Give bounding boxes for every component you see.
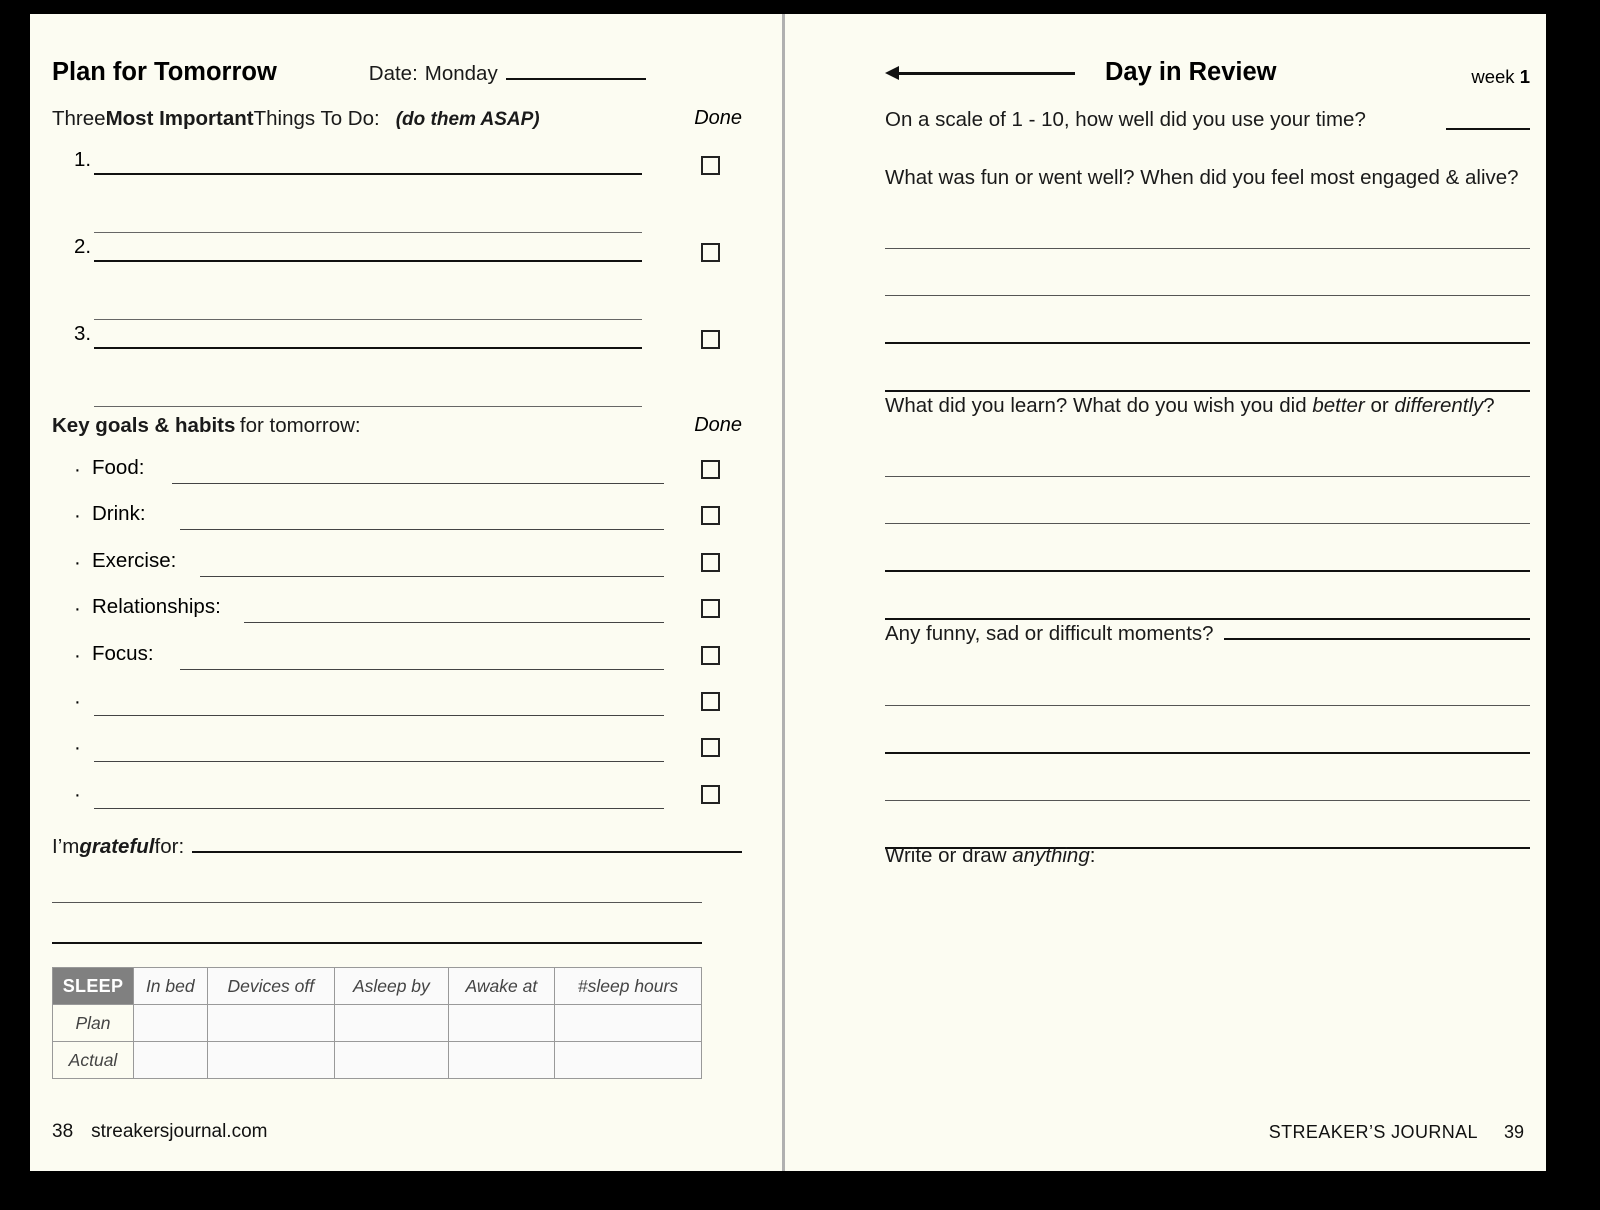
habits-list (52, 454, 742, 825)
mit-number: 2. (74, 235, 92, 258)
page-title: Plan for Tomorrow (52, 58, 277, 86)
answer-lines-fun (885, 202, 1530, 392)
mit-done-checkbox[interactable] (701, 243, 720, 262)
habit-label: Relationships: (92, 595, 221, 619)
grateful-row (52, 835, 742, 859)
habit-done-checkbox[interactable] (701, 599, 720, 618)
mit-done-checkbox[interactable] (701, 156, 720, 175)
mit-done-label: Done (694, 107, 742, 129)
sleep-col-asleep-by: Asleep by (335, 968, 449, 1005)
habit-row (52, 640, 742, 686)
sleep-cell[interactable] (134, 1042, 208, 1079)
write-line[interactable] (885, 572, 1530, 620)
habits-heading-emphasis: Key goals & habits (52, 414, 236, 437)
write-line[interactable] (885, 477, 1530, 524)
habit-row (52, 500, 742, 546)
question-draw-post: : (1089, 844, 1096, 867)
sleep-cell[interactable] (555, 1042, 702, 1079)
question-draw (885, 844, 1095, 868)
sleep-table-row-actual (53, 1042, 702, 1079)
question-learn-post: ? (1483, 394, 1495, 417)
question-fun: What was fun or went well? When did you feel most engaged & alive? (885, 166, 1519, 189)
sleep-table-header-row (53, 968, 702, 1005)
date-write-line[interactable] (506, 64, 646, 80)
write-line[interactable] (885, 249, 1530, 296)
habit-write-line[interactable] (94, 715, 664, 716)
right-page (785, 14, 1546, 1171)
grateful-pre: I’m (52, 835, 80, 858)
habits-done-label: Done (694, 414, 742, 436)
week-indicator (1471, 66, 1530, 88)
mit-heading-post: Things To Do: (253, 107, 380, 130)
habit-write-line[interactable] (180, 669, 664, 670)
bullet-icon: · (74, 550, 81, 574)
mit-number: 3. (74, 322, 92, 345)
mit-write-line-primary[interactable] (94, 347, 642, 349)
moments-inline-answer-line[interactable] (1224, 622, 1530, 640)
question-draw-pre: Write or draw (885, 844, 1013, 867)
mit-number: 1. (74, 148, 92, 171)
sleep-cell[interactable] (448, 1005, 554, 1042)
mit-write-line-primary[interactable] (94, 173, 642, 175)
right-footer (1269, 1122, 1524, 1143)
bullet-icon: · (74, 504, 81, 528)
sleep-col-in-bed: In bed (134, 968, 208, 1005)
left-arrow-icon (885, 63, 1075, 83)
habit-label: Exercise: (92, 548, 177, 572)
sleep-row-label: Actual (53, 1042, 134, 1079)
sleep-col-sleep-hours: #sleep hours (555, 968, 702, 1005)
habit-label: Food: (92, 456, 145, 479)
sleep-cell[interactable] (555, 1005, 702, 1042)
question-time-scale-row (885, 108, 1530, 132)
mit-heading-emphasis: Most Important (105, 107, 254, 130)
question-learn-mid: or (1364, 394, 1395, 417)
habit-done-checkbox[interactable] (701, 738, 720, 757)
mit-write-line-secondary[interactable] (94, 406, 642, 407)
sleep-col-devices-off: Devices off (207, 968, 335, 1005)
habit-write-line[interactable] (180, 529, 664, 530)
habit-row (52, 593, 742, 639)
habit-done-checkbox[interactable] (701, 460, 720, 479)
grateful-write-line-3[interactable] (52, 942, 702, 944)
question-learn-em-differently: differently (1394, 394, 1484, 417)
sleep-row-label: Plan (53, 1005, 134, 1042)
right-page-number: 39 (1503, 1122, 1524, 1142)
habit-done-checkbox[interactable] (701, 506, 720, 525)
habit-row (52, 779, 742, 825)
mit-row (52, 229, 742, 316)
sleep-cell[interactable] (134, 1005, 208, 1042)
left-header (52, 58, 742, 87)
mit-heading-row (52, 107, 742, 131)
sleep-cell[interactable] (207, 1005, 335, 1042)
mit-note: (do them ASAP) (395, 109, 540, 130)
write-line[interactable] (885, 659, 1530, 706)
answer-lines-moments (885, 659, 1530, 849)
question-learn-pre: What did you learn? What do you wish you did (885, 394, 1313, 417)
mit-row (52, 142, 742, 229)
habit-label: Focus: (92, 641, 154, 665)
habit-done-checkbox[interactable] (701, 692, 720, 711)
sleep-cell[interactable] (448, 1042, 554, 1079)
habit-row (52, 732, 742, 778)
journal-spread (30, 14, 1546, 1171)
sleep-cell[interactable] (207, 1042, 335, 1079)
left-page (30, 14, 782, 1171)
question-moments: Any funny, sad or difficult moments? (885, 622, 1214, 645)
write-line[interactable] (885, 430, 1530, 477)
sleep-cell[interactable] (335, 1005, 449, 1042)
mit-row (52, 316, 742, 403)
grateful-write-line-2[interactable] (52, 902, 702, 903)
grateful-post: for: (154, 835, 185, 858)
date-field[interactable] (369, 62, 646, 86)
grateful-write-line[interactable] (192, 835, 742, 853)
habit-done-checkbox[interactable] (701, 646, 720, 665)
day-in-review-title: Day in Review (1105, 58, 1277, 86)
sleep-table-corner: SLEEP (53, 968, 134, 1005)
sleep-cell[interactable] (335, 1042, 449, 1079)
week-number: 1 (1519, 66, 1530, 87)
bullet-icon: · (74, 597, 81, 621)
right-header (885, 58, 1530, 87)
question-learn (885, 394, 1495, 418)
mit-done-checkbox[interactable] (701, 330, 720, 349)
left-footer (52, 1121, 267, 1143)
habit-write-line[interactable] (172, 483, 664, 484)
habit-done-checkbox[interactable] (701, 785, 720, 804)
left-page-number: 38 (52, 1121, 74, 1142)
footer-website: streakersjournal.com (91, 1121, 268, 1142)
footer-brand: STREAKER’S JOURNAL (1268, 1122, 1478, 1142)
most-important-things-list (52, 142, 742, 403)
sleep-col-awake-at: Awake at (448, 968, 554, 1005)
write-line[interactable] (885, 296, 1530, 344)
habit-write-line[interactable] (244, 622, 664, 623)
grateful-emphasis: grateful (79, 835, 155, 858)
question-time-scale: On a scale of 1 - 10, how well did you use your time? (885, 108, 1366, 131)
date-value: Monday (424, 62, 498, 85)
write-line[interactable] (885, 754, 1530, 801)
bullet-icon: · (74, 458, 81, 481)
bullet-icon: · (74, 782, 81, 806)
question-learn-em-better: better (1312, 394, 1365, 417)
habit-write-line[interactable] (94, 808, 664, 809)
habit-row (52, 454, 742, 500)
bullet-icon: · (74, 689, 81, 713)
bullet-icon: · (74, 643, 81, 667)
write-line[interactable] (885, 202, 1530, 249)
habits-heading-row (52, 414, 742, 438)
habit-write-line[interactable] (94, 761, 664, 762)
write-line[interactable] (885, 344, 1530, 392)
sleep-table-row-plan (53, 1005, 702, 1042)
habit-write-line[interactable] (200, 576, 664, 577)
bullet-icon: · (74, 736, 81, 760)
mit-heading-pre: Three (52, 107, 106, 130)
date-label: Date: (368, 62, 418, 85)
habit-row (52, 547, 742, 593)
write-line[interactable] (885, 801, 1530, 849)
habit-row (52, 686, 742, 732)
sleep-table (52, 967, 702, 1079)
question-draw-em: anything (1012, 844, 1090, 867)
habit-done-checkbox[interactable] (701, 553, 720, 572)
week-label: week (1471, 66, 1515, 87)
write-line[interactable] (885, 706, 1530, 754)
habits-heading-post: for tomorrow: (239, 414, 361, 437)
time-scale-answer-line[interactable] (1446, 128, 1530, 130)
answer-lines-learn (885, 430, 1530, 620)
question-moments-row (885, 622, 1530, 646)
habit-label: Drink: (92, 502, 146, 526)
mit-write-line-primary[interactable] (94, 260, 642, 262)
write-line[interactable] (885, 524, 1530, 572)
